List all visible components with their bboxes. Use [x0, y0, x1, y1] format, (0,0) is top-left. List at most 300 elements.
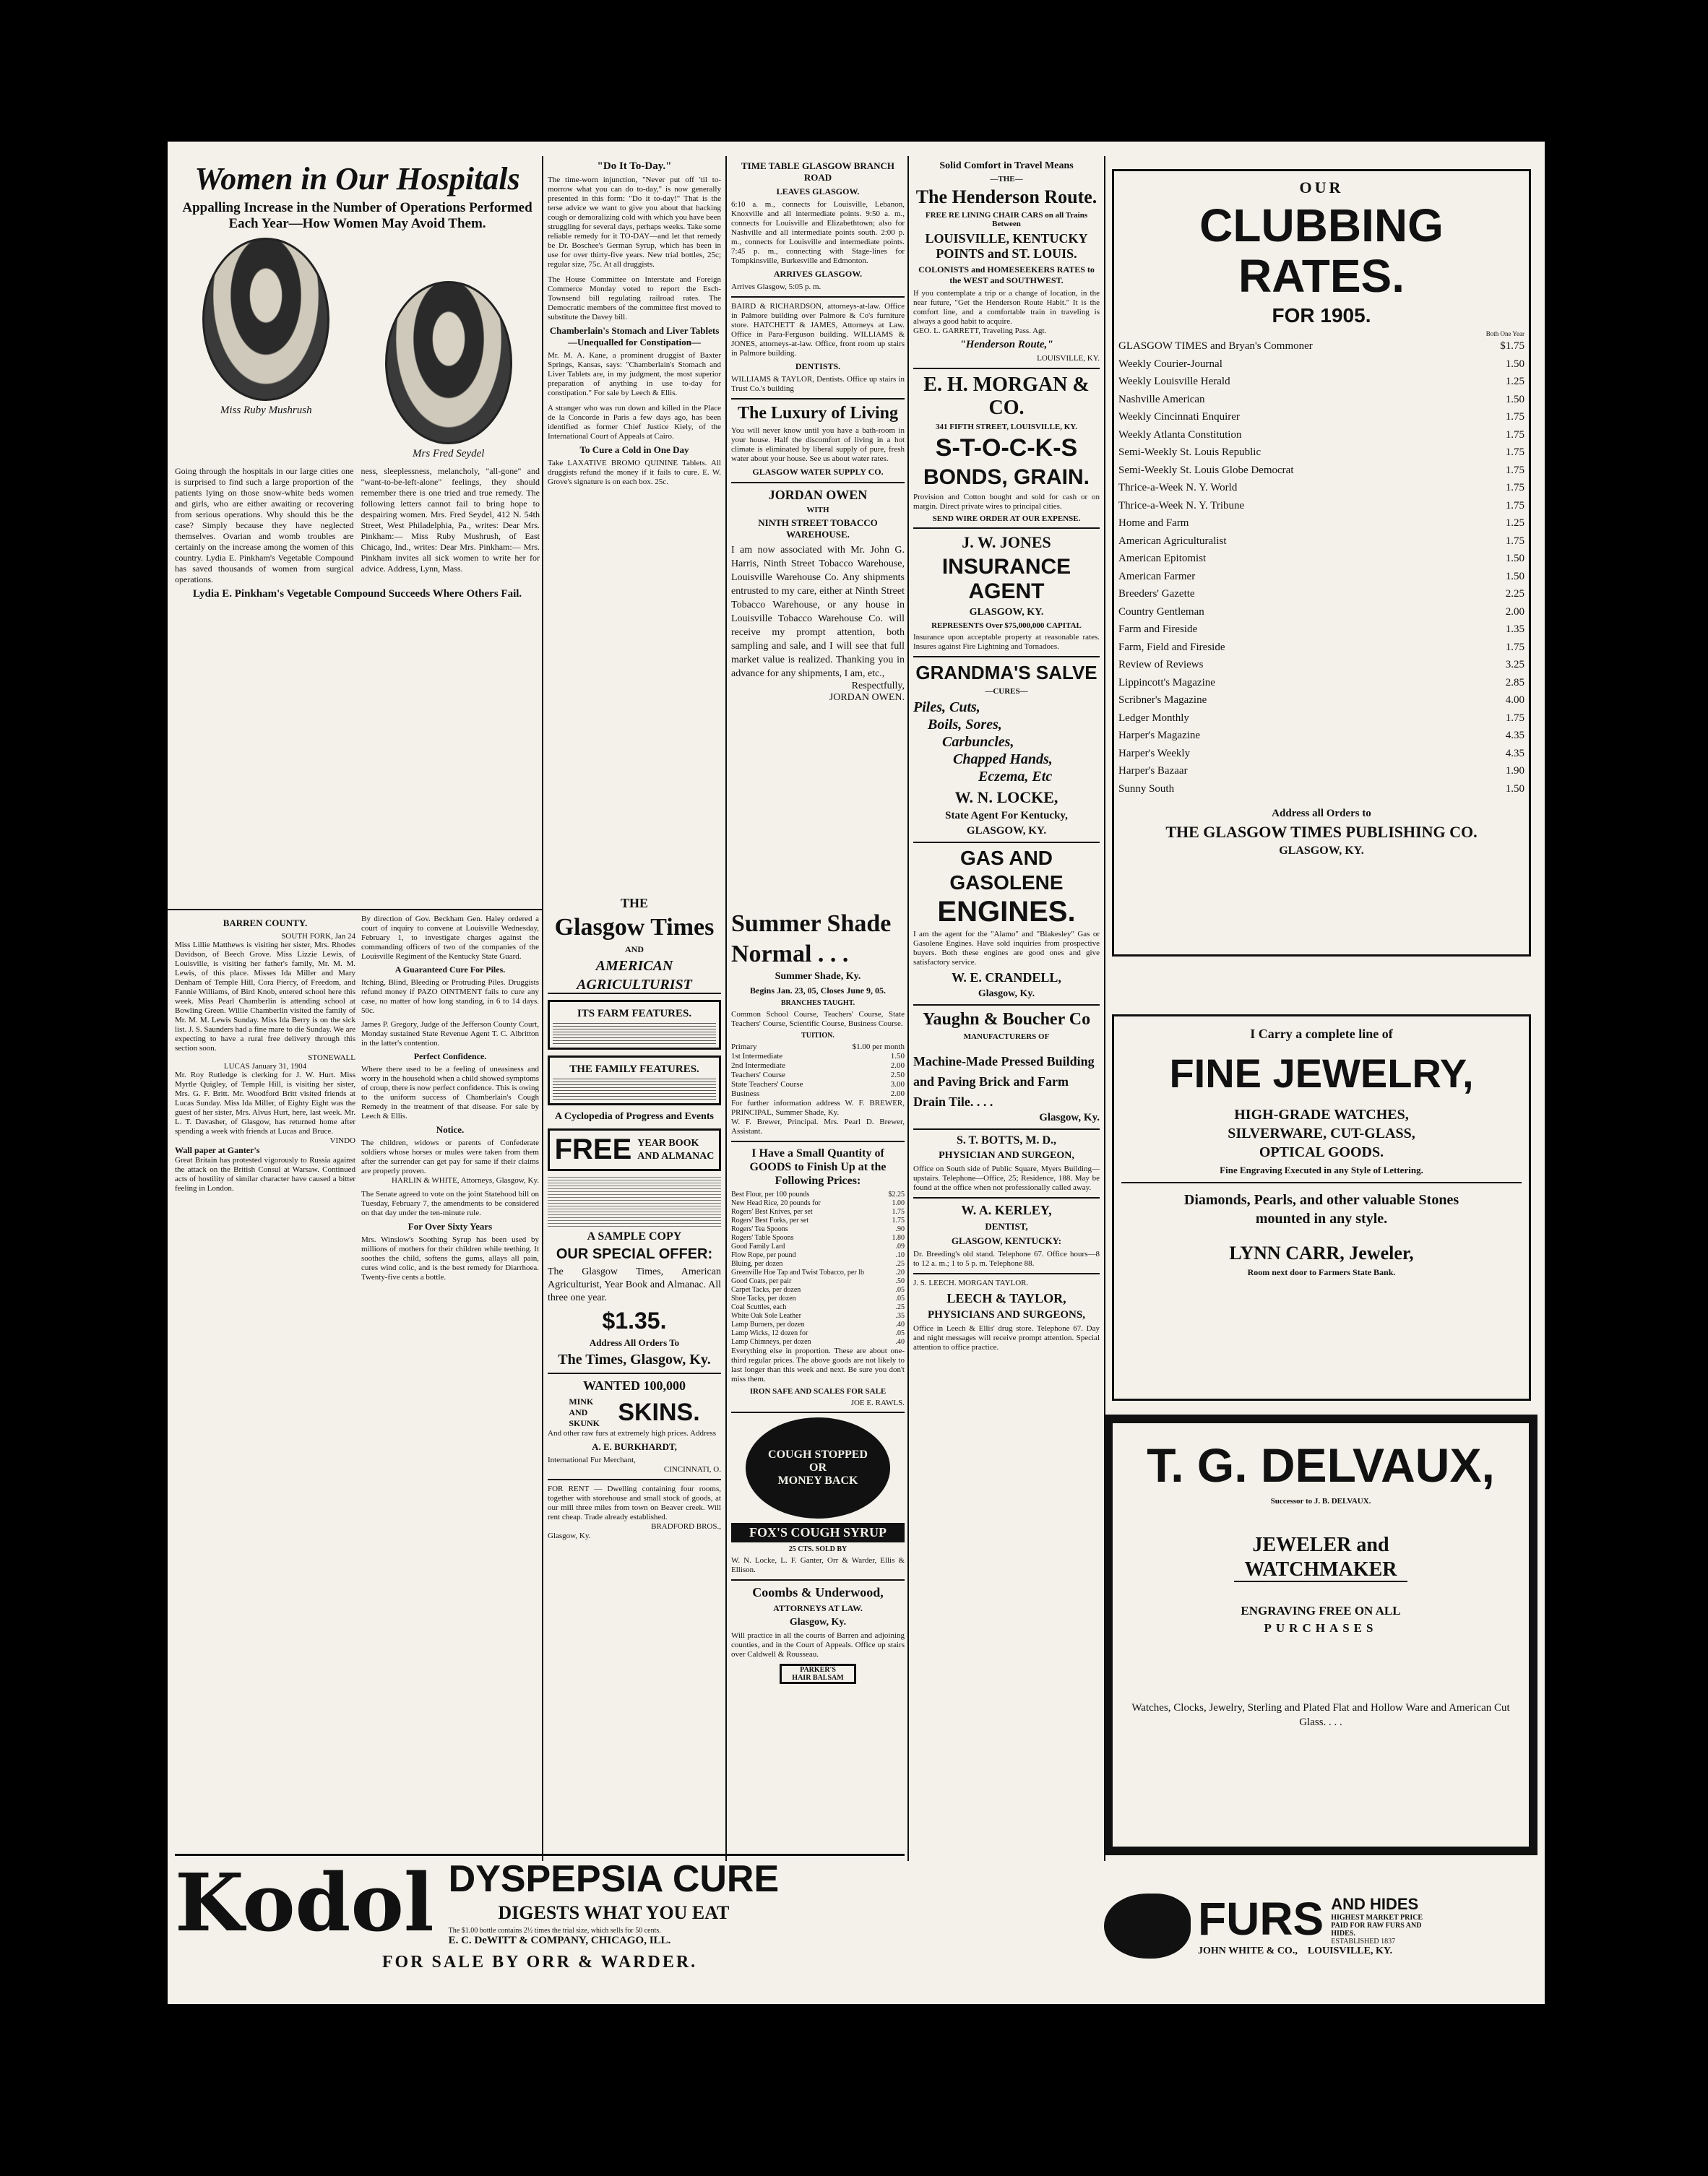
furs-ad	[1104, 1857, 1537, 1995]
clubbing-row-name: Sunny South	[1118, 782, 1175, 795]
times-free: FREE	[554, 1134, 632, 1165]
barren-sig: VINDO	[329, 1136, 355, 1145]
price-row	[731, 1199, 905, 1208]
price-row	[731, 1321, 905, 1329]
delvaux-engraving: ENGRAVING FREE ON ALL	[1241, 1604, 1401, 1618]
clubbing-row-price: 1.75	[1505, 446, 1524, 458]
clubbing-company: THE GLASGOW TIMES PUBLISHING CO.	[1165, 823, 1478, 841]
tuition-row	[731, 1080, 905, 1089]
glasgow-times-ad	[548, 893, 721, 1590]
barren-text: Great Britain has protested vigorously to Russia against the attack on the British Consul at Warsaw. Continued acts of hostility of similar character have caused a bitter feeling in London.	[175, 1156, 355, 1193]
summer-tuition: TUITION.	[801, 1032, 834, 1040]
delvaux-ad	[1104, 1415, 1537, 1855]
price-row-name: New Head Rice, 20 pounds for	[731, 1199, 821, 1207]
grandma-item: Carbuncles,	[942, 734, 1014, 750]
jewelry-items: HIGH-GRADE WATCHES, SILVERWARE, CUT-GLASS, OPTICAL GOODS.	[1228, 1107, 1415, 1160]
clubbing-row-price: 1.50	[1505, 782, 1524, 795]
price-row-price: 1.00	[892, 1199, 905, 1207]
clubbing-row-name: Semi-Weekly St. Louis Republic	[1118, 446, 1261, 458]
kodol-title: DYSPEPSIA CURE	[448, 1858, 780, 1900]
clubbing-row	[1118, 532, 1524, 551]
kodol-ad	[175, 1854, 905, 1993]
grandma-item: Chapped Hands,	[953, 751, 1053, 767]
price-row-name: Best Flour, per 100 pounds	[731, 1191, 810, 1199]
column-rule	[542, 156, 543, 1861]
clubbing-row	[1118, 656, 1524, 674]
cough-or: OR	[809, 1462, 827, 1474]
small-title: I Have a Small Quantity of GOODS to Finish Up at the Following Prices:	[749, 1147, 887, 1187]
jones-rep: REPRESENTS Over $75,000,000 CAPITAL	[931, 621, 1082, 630]
clubbing-row-price: 1.75	[1505, 712, 1524, 724]
clubbing-row	[1118, 373, 1524, 391]
article-body	[175, 466, 540, 585]
leech-sub: PHYSICIANS AND SURGEONS,	[928, 1309, 1085, 1321]
furs-city: LOUISVILLE, KY.	[1307, 1946, 1393, 1956]
times-yearbook: AND ALMANAC	[637, 1150, 715, 1162]
leech-names: J. S. LEECH. MORGAN TAYLOR.	[913, 1279, 1029, 1287]
article-text: The time-worn injunction, "Never put off 'til to-morrow what you can do to-day," is now generally presented in this form: "Do it to-day!" That is the terse advice we want to give you about that hacking cough or demoralizing cold with which you have been struggling for several days, perhaps weeks. Take some reliable remedy for it TO-DAY—and let that remedy be Dr. Boschee's German Syrup, which has been in use for over thirty-five years. New trial bottles, 25c; regular size, 75c. At all druggists.	[548, 176, 721, 269]
jordan-title: JORDAN OWEN	[768, 488, 868, 502]
tuition-row-name: Business	[731, 1089, 760, 1098]
article-title: "Do It To-Day."	[597, 160, 672, 172]
henderson-city: LOUISVILLE, KY.	[1037, 354, 1100, 363]
grandma-state: State Agent For Kentucky,	[945, 810, 1068, 821]
grandma-item: Eczema, Etc	[978, 769, 1053, 785]
clubbing-row-price: 2.85	[1505, 676, 1524, 688]
clubbing-row	[1118, 780, 1524, 798]
grandma-item: Boils, Sores,	[928, 717, 1002, 733]
timetable-subtitle: LEAVES GLASGOW.	[776, 186, 860, 197]
clubbing-row	[1118, 462, 1524, 480]
henderson-route: "Henderson Route,"	[959, 339, 1053, 350]
price-row-name: White Oak Sole Leather	[731, 1312, 801, 1320]
price-row-name: Bluing, per dozen	[731, 1260, 783, 1268]
article-subtitle: Chamberlain's Stomach and Liver Tablets —Unequalled for Constipation—	[549, 325, 720, 347]
clubbing-row-name: GLASGOW TIMES and Bryan's Commoner	[1118, 340, 1313, 352]
clubbing-row	[1118, 550, 1524, 568]
yaughn-text: Machine-Made Pressed Building and Paving Brick and Farm Drain Tile. . . .	[913, 1054, 1095, 1109]
clubbing-both: Both One Year	[1485, 330, 1524, 337]
small-note: Everything else in proportion. These are about one-third regular prices. The above goods are not likely to last longer than this week and next. Be sure you don't miss them.	[731, 1347, 905, 1383]
engines-line: GAS AND	[959, 847, 1053, 869]
kerley-title: DENTIST,	[985, 1221, 1028, 1232]
clubbing-row-name: Thrice-a-Week N. Y. Tribune	[1118, 499, 1245, 511]
price-row-price: .05	[895, 1286, 905, 1294]
price-row	[731, 1295, 905, 1303]
price-row-name: Rogers' Table Spoons	[731, 1234, 794, 1242]
summer-title: Summer Shade	[731, 910, 892, 937]
price-row-price: .25	[895, 1260, 905, 1268]
jewelry-carry: I Carry a complete line of	[1250, 1027, 1393, 1041]
column-rule	[725, 156, 727, 1861]
timetable-subtitle: ARRIVES GLASGOW.	[773, 269, 863, 279]
times-addr: Address All Orders To	[589, 1337, 680, 1348]
clubbing-row-name: Country Gentleman	[1118, 605, 1204, 618]
times-addr2: The Times, Glasgow, Ky.	[558, 1352, 711, 1368]
grandma-items	[913, 699, 1100, 785]
botts-text: Office on South side of Public Square, Myers Building—upstairs. Telephone—Office, 25; Residence, 188. May be found at the office when not professionally called away.	[913, 1165, 1100, 1192]
clubbing-list	[1118, 337, 1524, 798]
timetable-text: 6:10 a. m., connects for Louisville, Lebanon, Knoxville and all intermediate points. 9:50 a. m., connects for Louisville and Elizabethtown; also for Nashville and all intermediate points south. 2:00 p. m., connects for Louisville and intermediate points. 7:45 p. m., connecting with Stage-lines for Tompkinsville, Burkesville and Edmonton.	[731, 200, 905, 265]
clubbing-addr: Address all Orders to	[1272, 808, 1371, 819]
jewelry-title: FINE JEWELRY,	[1169, 1050, 1474, 1096]
clubbing-row-price: 1.35	[1505, 623, 1524, 635]
barren-text: Mr. Roy Rutledge is clerking for J. W. Hurt. Miss Myrtle Quigley, of Temple Hill, is visiting her sister, Mrs. G. F. Britt. Mr. Woodford Britt visited friends at Lucas Sunday. Miss Ida Miller, of Eighty Eight was the guest of her sister, Mrs. Alvus Hurt, here, last week. Mr. L. T. Davasher, of Glasgow, has returned home after spending a week with friends at Lucas and Bruce.	[175, 1071, 355, 1136]
jewelry-diamonds: Diamonds, Pearls, and other valuable Stones mounted in any style.	[1183, 1192, 1459, 1227]
clubbing-row-name: Scribner's Magazine	[1118, 694, 1207, 706]
price-row-name: Lamp Burners, per dozen	[731, 1321, 805, 1329]
news-text: The Senate agreed to vote on the joint Statehood bill on Tuesday, February 7, the amendments to be considered on that day under the ten-minute rule.	[361, 1190, 539, 1217]
clubbing-row	[1118, 514, 1524, 532]
news-heading: For Over Sixty Years	[407, 1221, 493, 1232]
clubbing-title: CLUBBING RATES.	[1199, 199, 1444, 302]
hair-l2: HAIR BALSAM	[792, 1674, 844, 1682]
price-row-price: .25	[895, 1303, 905, 1311]
hair-l1: PARKER'S	[800, 1666, 836, 1674]
kodol-brand: Kodol	[175, 1856, 434, 1949]
clubbing-row-name: Weekly Louisville Herald	[1118, 376, 1230, 387]
price-row-name: Rogers' Tea Spoons	[731, 1225, 788, 1233]
barren-sig: STONEWALL	[308, 1053, 355, 1062]
coombs-name: Coombs & Underwood,	[752, 1585, 884, 1599]
clubbing-row	[1118, 639, 1524, 657]
article-subtitle: To Cure a Cold in One Day	[579, 444, 689, 455]
summer-title: Normal . . .	[731, 941, 849, 967]
jones-title: INSURANCE AGENT	[941, 555, 1071, 603]
clubbing-row-name: Review of Reviews	[1118, 659, 1204, 670]
henderson-text: If you contemplate a trip or a change of location, in the near future, "Get the Henderson Route Habit." It is the comfort line, and a comfortable train in traveling is always a good habit to acquire.	[913, 289, 1100, 326]
tuition-row	[731, 1071, 905, 1080]
clubbing-row-price: $1.75	[1500, 340, 1524, 352]
jewelry-name: LYNN CARR, Jeweler,	[1229, 1243, 1414, 1264]
kerley-city: GLASGOW, KENTUCKY:	[951, 1235, 1062, 1246]
news-text: James P. Gregory, Judge of the Jefferson County Court, Monday sustained State Revenue Agent T. C. Albritton in the latter's contention.	[361, 1020, 539, 1048]
skins-name: A. E. BURKHARDT,	[592, 1441, 677, 1452]
times-name: Glasgow Times	[554, 914, 715, 941]
clubbing-row-price: 1.25	[1505, 376, 1524, 387]
clubbing-row-name: Weekly Atlanta Constitution	[1118, 428, 1242, 441]
tuition-row	[731, 1061, 905, 1071]
price-row	[731, 1303, 905, 1312]
price-row	[731, 1277, 905, 1286]
henderson-the: —THE—	[990, 175, 1023, 184]
yaughn-title: Yaughn & Boucher Co	[922, 1010, 1091, 1029]
clubbing-city: GLASGOW, KY.	[1279, 845, 1364, 857]
price-row	[731, 1286, 905, 1295]
clubbing-row-name: Weekly Courier-Journal	[1118, 358, 1222, 370]
clubbing-row-name: Ledger Monthly	[1118, 712, 1189, 724]
clubbing-row-price: 4.35	[1505, 747, 1524, 759]
clubbing-row	[1118, 585, 1524, 603]
times-sample: A SAMPLE COPY	[587, 1230, 682, 1243]
kodol-sale: FOR SALE BY ORR & WARDER.	[381, 1953, 698, 1972]
small-foot: JOE E. RAWLS.	[850, 1399, 905, 1407]
clubbing-row	[1118, 621, 1524, 639]
news-text: The children, widows or parents of Confederate soldiers whose horses or mules were taken from them after the surrender can get pay for same if their claims are properly proven.	[361, 1139, 539, 1175]
clubbing-row-name: Weekly Cincinnati Enquirer	[1118, 411, 1240, 423]
henderson-colonists: COLONISTS and HOMESEEKERS RATES to the WEST and SOUTHWEST.	[918, 264, 1095, 285]
jewelry-engraving: Fine Engraving Executed in any Style of Lettering.	[1121, 1165, 1522, 1183]
article-text: Going through the hospitals in our large cities one is surprised to find such a large proportion of the patients lying on those snow-white beds women and girls, who are either awaiting or recovering from serious operations. Why should this be the case? Simply because they have neglected themselves. Ovarian and womb troubles are certainly on the increase among the women of this country. Lydia E. Pinkham's Vegetable Compound has saved thousands of women from surgical operations.	[175, 466, 354, 584]
clubbing-row-price: 1.75	[1505, 535, 1524, 547]
delvaux-watchmaker: WATCHMAKER	[1234, 1559, 1407, 1582]
portraits	[175, 238, 540, 460]
henderson-agent: GEO. L. GARRETT, Traveling Pass. Agt.	[913, 327, 1047, 335]
price-row-price: 1.80	[892, 1234, 905, 1242]
price-row	[731, 1312, 905, 1321]
hair-balsam-ad	[780, 1664, 856, 1684]
dentists-listing: WILLIAMS & TAYLOR, Dentists. Office up stairs in Trust Co.'s building	[731, 375, 905, 393]
portrait-image	[202, 238, 329, 401]
grandma-city: GLASGOW, KY.	[966, 825, 1047, 837]
price-row-price: 1.75	[892, 1208, 905, 1216]
price-row	[731, 1251, 905, 1260]
clubbing-row	[1118, 391, 1524, 409]
jordan-text: I am now associated with Mr. John G. Harris, Ninth Street Tobacco Warehouse, Louisville Warehouse Co. Any shipments entrusted to my care, either at Ninth Street Tobacco Warehouse, or any house in Louisville Tobacco Warehouse Co. will receive my prompt attention, both sampling and sale, and I will see that full market value is realized. Thanking you in advance for any shipments, I am, etc.,	[731, 545, 905, 679]
price-row-name: Good Coats, per pair	[731, 1277, 792, 1285]
grandma-agent: W. N. LOCKE,	[954, 788, 1058, 806]
dentists-heading: DENTISTS.	[795, 361, 841, 371]
price-row-name: Lamp Wicks, 12 dozen for	[731, 1329, 808, 1337]
fur-animal-icon	[1104, 1894, 1191, 1959]
attorneys-listing: BAIRD & RICHARDSON, attorneys-at-law. Office in Palmore building over Palmore & Co's furniture store. HATCHETT & JAMES, Attorneys at Law. Office in Para-Ferguson building. WILLIAMS & JONES, attorneys-at-law. Office, front room up stairs in Palmore building.	[731, 302, 905, 358]
clubbing-row-price: 1.75	[1505, 464, 1524, 476]
price-row-price: $2.25	[888, 1191, 905, 1199]
clubbing-row-price: 1.75	[1505, 499, 1524, 511]
article-subtitle: Appalling Increase in the Number of Operations Performed Each Year—How Women May Avoid Them.	[182, 200, 532, 231]
price-row-price: .50	[895, 1277, 905, 1285]
luxury-title: The Luxury of Living	[737, 404, 899, 423]
clubbing-row	[1118, 709, 1524, 728]
clubbing-row-price: 1.75	[1505, 482, 1524, 493]
jordan-with: WITH	[806, 506, 829, 514]
clubbing-row-name: American Farmer	[1118, 570, 1196, 582]
price-row	[731, 1269, 905, 1277]
price-row-name: Rogers' Best Forks, per set	[731, 1217, 809, 1225]
summer-text: Common School Course, Teachers' Course, State Teachers' Course, Scientific Course, Business Course.	[731, 1010, 905, 1028]
article-footer: Lydia E. Pinkham's Vegetable Compound Succeeds Where Others Fail.	[192, 588, 522, 600]
price-row-price: 1.75	[892, 1217, 905, 1225]
jones-name: J. W. JONES	[962, 533, 1051, 551]
jordan-sig: JORDAN OWEN.	[829, 692, 905, 703]
tuition-row-name: Teachers' Course	[731, 1071, 785, 1079]
times-american: AMERICAN	[595, 958, 673, 974]
cough-stopped-badge	[746, 1417, 890, 1519]
news-sig: HARLIN & WHITE, Attorneys, Glasgow, Ky.	[392, 1176, 539, 1185]
botts-name: S. T. BOTTS, M. D.,	[956, 1134, 1057, 1147]
price-row-price: .20	[895, 1269, 905, 1277]
clubbing-row	[1118, 727, 1524, 745]
tuition-row	[731, 1052, 905, 1061]
news-text: By direction of Gov. Beckham Gen. Haley ordered a court of inquiry to convene at Louisville Wednesday, February 1, to investigate charges against the commanding officers of two of the companies of the Louisville Regiment of the Kentucky State Guard.	[361, 915, 539, 961]
morgan-bonds: BONDS, GRAIN.	[923, 465, 1090, 489]
clubbing-row-price: 2.25	[1505, 588, 1524, 600]
furs-maker: JOHN WHITE & CO.,	[1198, 1946, 1298, 1956]
price-row	[731, 1208, 905, 1217]
news-heading: A Guaranteed Cure For Piles.	[394, 964, 506, 975]
furs-title: FURS	[1198, 1893, 1324, 1945]
times-and: AND	[625, 944, 644, 954]
clubbing-row	[1118, 337, 1524, 355]
times-yearbook: YEAR BOOK	[637, 1137, 699, 1149]
tuition-row-price: 1.50	[890, 1052, 905, 1061]
skins-wanted: WANTED 100,000	[582, 1378, 686, 1393]
barren-text: Miss Lillie Matthews is visiting her sister, Mrs. Rhodes Davidson, of Beech Grove. Miss Lizzie Lewis, of Louisville, is visiting her father's family, Mr. M. M. Lewis, of this place. Misses Ida Miller and Mary Denham of Temple Hill, Cora Piercy, of Freedom, and Fannie Williams, of Bird Knob, entered school here this week. Miss Pearl Chamberlin is attending school at Bowling Green. Willie Chamberlin visited the family of Mr. M. M. Lewis Sunday. Miss Ida Berry is on the sick list. J. S. Saunders had a fine mare to die Sunday. We are expecting to have a rural free delivery through this section soon.	[175, 941, 355, 1053]
clubbing-row	[1118, 408, 1524, 426]
morgan-addr: 341 FIFTH STREET, LOUISVILLE, KY.	[936, 423, 1077, 431]
barren-title: BARREN COUNTY.	[223, 918, 308, 928]
skins-title: SKINS.	[618, 1399, 700, 1426]
clubbing-row-price: 1.75	[1505, 641, 1524, 653]
furs-text: HIGHEST MARKET PRICE PAID FOR RAW FURS AND HIDES.	[1331, 1914, 1423, 1938]
price-row-name: Rogers' Best Knives, per set	[731, 1208, 813, 1216]
clubbing-row-name: Farm, Field and Fireside	[1118, 641, 1225, 653]
tuition-row-price: $1.00 per month	[852, 1042, 905, 1051]
barren-loc: SOUTH FORK, Jan 24	[281, 932, 355, 941]
engines-city: Glasgow, Ky.	[978, 988, 1035, 999]
portrait-image	[385, 281, 512, 444]
kodol-sub: DIGESTS WHAT YOU EAT	[498, 1902, 730, 1923]
engines-name: W. E. CRANDELL,	[952, 970, 1061, 985]
summer-branches: BRANCHES TAUGHT.	[780, 999, 855, 1007]
clubbing-row	[1118, 762, 1524, 780]
tuition-row-price: 2.00	[890, 1089, 905, 1098]
grandma-title: GRANDMA'S SALVE	[915, 662, 1097, 683]
price-row-price: .40	[895, 1338, 905, 1346]
cough-top: COUGH STOPPED	[768, 1448, 868, 1461]
morgan-foot: SEND WIRE ORDER AT OUR EXPENSE.	[932, 514, 1081, 523]
price-row	[731, 1225, 905, 1234]
newspaper-page	[168, 142, 1545, 2004]
clubbing-row-price: 2.00	[1505, 605, 1524, 618]
price-list	[731, 1191, 905, 1347]
coombs-text: Will practice in all the courts of Barren and adjoining counties, and in the Court of Appeals. Office up stairs over Caldwell & Rousseau.	[731, 1631, 905, 1659]
clubbing-row-name: American Agriculturalist	[1118, 535, 1227, 547]
skins-sub: International Fur Merchant,	[548, 1456, 636, 1464]
price-row-name: Greenville Hoe Tap and Twist Tobacco, per lb	[731, 1269, 864, 1277]
news-heading: Perfect Confidence.	[413, 1051, 487, 1061]
price-row-price: .10	[895, 1251, 905, 1259]
tuition-row-name: State Teachers' Course	[731, 1080, 803, 1089]
clubbing-row-price: 1.75	[1505, 428, 1524, 441]
article-title: Women in Our Hospitals	[194, 161, 520, 197]
times-the: THE	[620, 896, 648, 910]
clubbing-row-price: 3.25	[1505, 659, 1524, 670]
price-row-price: .90	[895, 1225, 905, 1233]
tuition-row-name: 1st Intermediate	[731, 1052, 783, 1061]
price-row	[731, 1243, 905, 1251]
price-row	[731, 1260, 905, 1269]
clubbing-row	[1118, 497, 1524, 515]
tuition-row-name: 2nd Intermediate	[731, 1061, 785, 1070]
clubbing-row-price: 4.00	[1505, 694, 1524, 706]
timetable-title: TIME TABLE GLASGOW BRANCH ROAD	[741, 160, 895, 183]
leech-text: Office in Leech & Ellis' drug store. Telephone 67. Day and night messages will receive prompt attention. Special attention to office practice.	[913, 1324, 1100, 1352]
price-row-price: .05	[895, 1295, 905, 1303]
jordan-house: NINTH STREET TOBACCO WAREHOUSE.	[758, 517, 878, 540]
cough-sellers: W. N. Locke, L. F. Ganter, Orr & Warder, Ellis & Ellison.	[731, 1556, 905, 1574]
clubbing-row-price: 1.50	[1505, 358, 1524, 370]
clubbing-row-name: American Epitomist	[1118, 553, 1207, 564]
summer-info: For further information address W. F. BREWER, PRINCIPAL, Summer Shade, Ky.	[731, 1099, 905, 1117]
skins-text: And other raw furs at extremely high prices. Address	[548, 1429, 717, 1438]
clubbing-row-name: Harper's Bazaar	[1118, 765, 1188, 777]
clubbing-row-price: 1.75	[1505, 411, 1524, 423]
article-text: ness, sleeplessness, melancholy, "all-gone" and "want-to-be-left-alone" feelings, they should remember there is one tried and true remedy. The following letters cannot fail to bring hope to despairing women. Mrs. Fred Seydel, 412 N. 54th Street, West Philadelphia, Pa., writes: Dear Mrs. Pinkham:— Miss Ruby Mushrush, of East Chicago, Ind., writes: Dear Mrs. Pinkham:— Mrs. Pinkham invites all sick women to write her for advice. Address, Lynn, Mass.	[361, 466, 540, 574]
middle-news-column	[361, 915, 539, 1843]
price-row-name: Good Family Lard	[731, 1243, 785, 1251]
clubbing-row	[1118, 444, 1524, 462]
clubbing-row	[1118, 355, 1524, 374]
clubbing-row-name: Farm and Fireside	[1118, 623, 1198, 635]
henderson-heading: Solid Comfort in Travel Means	[939, 160, 1074, 171]
furs-hides: AND HIDES	[1331, 1895, 1419, 1913]
clubbing-row	[1118, 568, 1524, 586]
kodol-fine: The $1.00 bottle contains 2½ times the trial size, which sells for 50 cents.	[448, 1927, 661, 1935]
delvaux-jeweler: JEWELER and	[1252, 1534, 1389, 1556]
tuition-row	[731, 1042, 905, 1052]
price-row-price: .09	[895, 1243, 905, 1251]
price-row-price: .40	[895, 1321, 905, 1329]
portrait-right	[385, 281, 512, 460]
clubbing-row-name: Harper's Weekly	[1118, 747, 1191, 759]
clubbing-row-name: Lippincott's Magazine	[1118, 676, 1215, 688]
rent-city: Glasgow, Ky.	[548, 1532, 591, 1540]
article-text: Take LAXATIVE BROMO QUININE Tablets. All druggists refund the money if it fails to cure. E. W. Grove's signature is on each box. 25c.	[548, 459, 721, 486]
rent-text: FOR RENT — Dwelling containing four rooms, together with storehouse and small stock of goods, at our mill three miles from town on Beaver creek. Will rent cheap. Trade already established.	[548, 1485, 721, 1521]
yaughn-mfg: MANUFACTURERS OF	[963, 1032, 1050, 1041]
leech-title: LEECH & TAYLOR,	[946, 1291, 1066, 1305]
jones-text: Insurance upon acceptable property at reasonable rates. Insures against Fire Lightning and Tornadoes.	[913, 633, 1100, 651]
price-row	[731, 1217, 905, 1225]
portrait-caption: Miss Ruby Mushrush	[220, 405, 312, 416]
cough-sub: 25 CTS. SOLD BY	[788, 1545, 847, 1553]
price-row-name: Coal Scuttles, each	[731, 1303, 787, 1311]
article-text: The House Committee on Interstate and Foreign Commerce Monday voted to report the Esch-Townsend bill regulating railroad rates. The Democratic members of the committee first moved to substitute the Davey bill.	[548, 275, 721, 321]
times-farm: ITS FARM FEATURES.	[577, 1008, 692, 1019]
article-text: Mr. M. A. Kane, a prominent druggist of Baxter Springs, Kansas, says: "Chamberlain's Stomach and Liver Tablets are, in my judgment, the most superior preparation of anything in use to-day for constipation." For sale by Leech & Ellis.	[548, 351, 721, 397]
henderson-cities: LOUISVILLE, KENTUCKY POINTS and ST. LOUIS.	[925, 231, 1088, 261]
morgan-stocks: S-T-O-C-K-S	[935, 434, 1078, 462]
kerley-text: Dr. Breeding's old stand. Telephone 67. Office hours—8 to 12 a. m.; 1 to 5 p. m. Telephone 88.	[913, 1250, 1100, 1268]
luxury-footer: GLASGOW WATER SUPPLY CO.	[752, 467, 884, 477]
price-row-name: Carpet Tacks, per dozen	[731, 1286, 801, 1294]
delvaux-text: Watches, Clocks, Jewelry, Sterling and Plated Flat and Hollow Ware and American Cut Glass. . . .	[1131, 1702, 1510, 1728]
portrait-caption: Mrs Fred Seydel	[413, 448, 485, 459]
price-row-price: .05	[895, 1329, 905, 1337]
kerley-name: W. A. KERLEY,	[961, 1203, 1052, 1217]
clubbing-row	[1118, 426, 1524, 444]
small-foot: IRON SAFE AND SCALES FOR SALE	[749, 1387, 887, 1396]
skins-city: CINCINNATI, O.	[663, 1465, 721, 1474]
barren-wall: Wall paper at Ganter's	[175, 1145, 260, 1155]
times-agri: AGRICULTURIST	[548, 977, 721, 994]
clubbing-row-name: Harper's Magazine	[1118, 730, 1201, 741]
clubbing-row	[1118, 674, 1524, 692]
luxury-text: You will never know until you have a bath-room in your house. Half the discomfort of living in a hot climate is eliminated by liberal supply of pure, fresh water about your house. See us about water rates.	[731, 426, 905, 463]
clubbing-row-price: 1.90	[1505, 765, 1524, 777]
news-text: Mrs. Winslow's Soothing Syrup has been used by millions of mothers for their children while teething. It soothes the child, softens the gums, allays all pain, cures wind colic, and is the best remedy for Diarrhoea. Twenty-five cents a bottle.	[361, 1235, 539, 1282]
summer-staff: W. F. Brewer, Principal. Mrs. Pearl D. Brewer, Assistant.	[731, 1118, 905, 1136]
clubbing-row-price: 4.35	[1505, 730, 1524, 741]
clubbing-row-name: Nashville American	[1118, 393, 1205, 405]
clubbing-row	[1118, 745, 1524, 763]
fine-jewelry-box	[1112, 1014, 1531, 1401]
yaughn-city: Glasgow, Ky.	[1039, 1112, 1100, 1123]
timetable-text: Arrives Glasgow, 5:05 p. m.	[731, 282, 821, 291]
clubbing-row-price: 1.50	[1505, 570, 1524, 582]
coombs-title: ATTORNEYS AT LAW.	[773, 1603, 863, 1613]
